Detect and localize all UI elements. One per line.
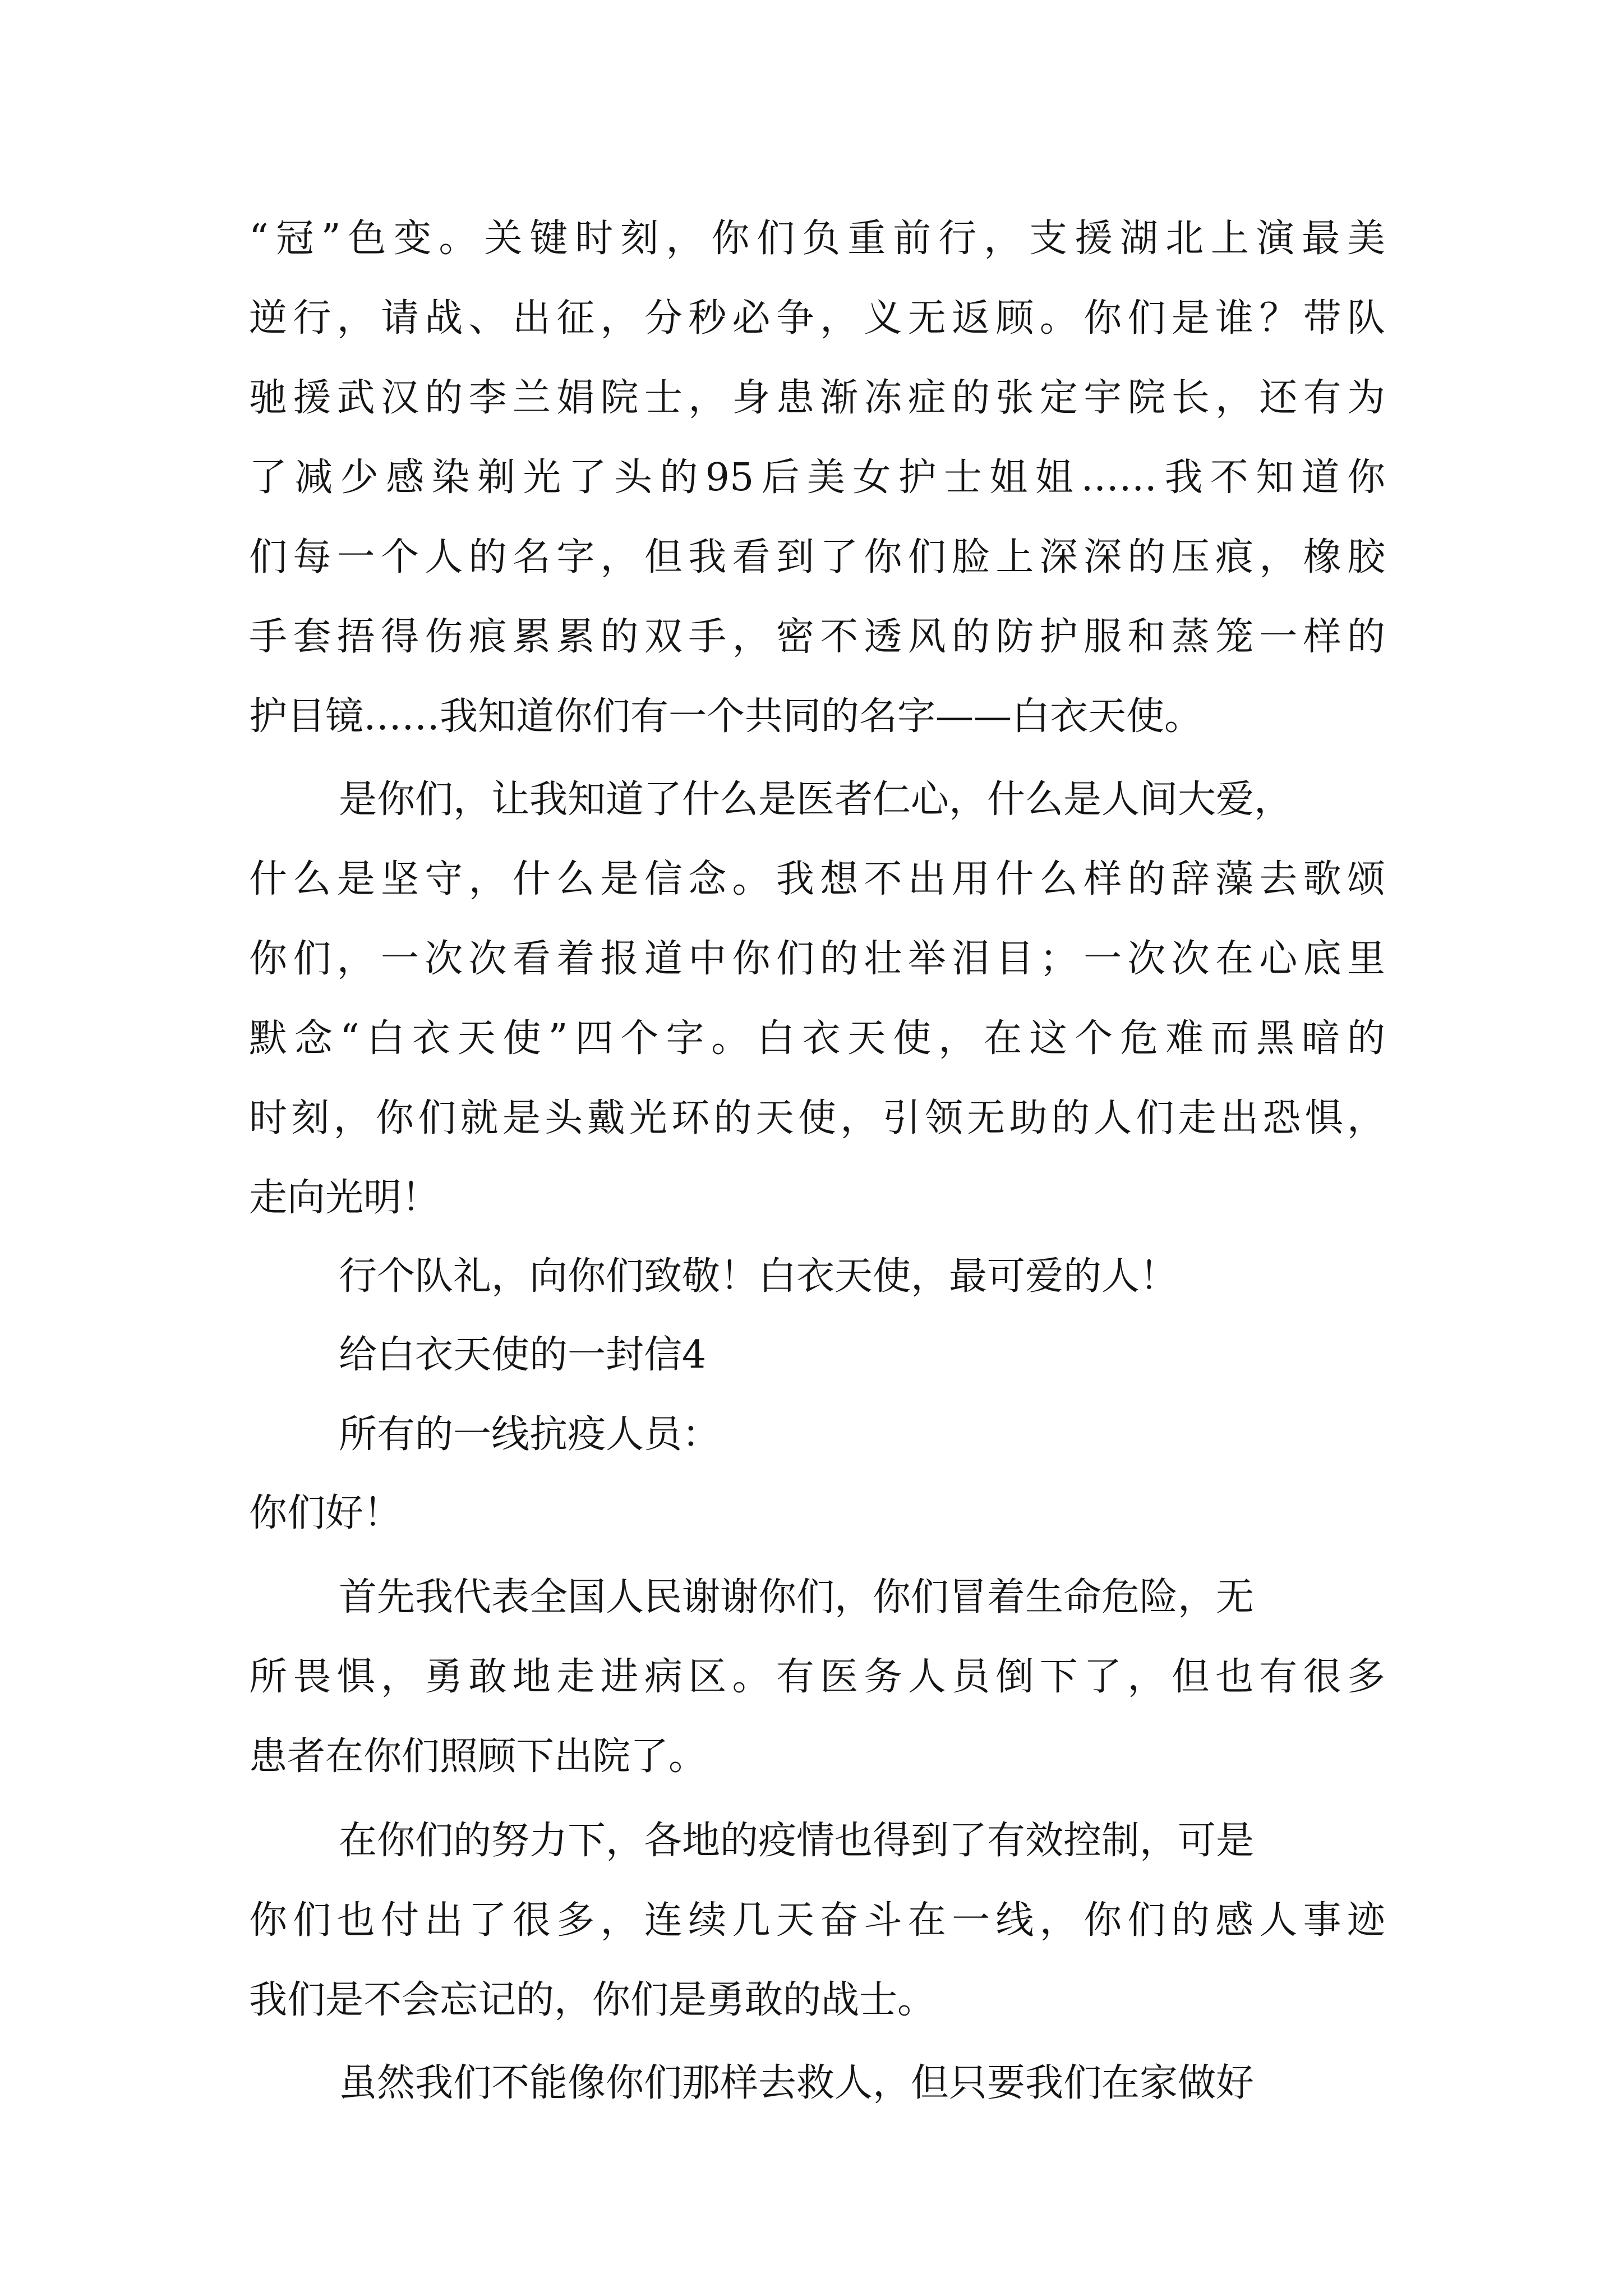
paragraph-line: 默念“白衣天使”四个字。白衣天使，在这个危难而黑暗的: [249, 1016, 1385, 1061]
paragraph-line: 你们，一次次看着报道中你们的壮举泪目；一次次在心底里: [249, 937, 1385, 981]
paragraph-line: “冠”色变。关键时刻，你们负重前行，支援湖北上演最美: [249, 217, 1385, 261]
paragraph-line: 什么是坚守，什么是信念。我想不出用什么样的辞藻去歌颂: [249, 857, 1385, 901]
paragraph-line: 行个队礼，向你们致敬！白衣天使，最可爱的人！: [339, 1254, 1178, 1299]
section-heading: 给白衣天使的一封信4: [339, 1333, 707, 1377]
paragraph-line: 患者在你们照顾下出院了。: [249, 1734, 707, 1779]
paragraph-line: 你们也付出了很多，连续几天奋斗在一线，你们的感人事迹: [249, 1898, 1385, 1943]
paragraph-line: 是你们，让我知道了什么是医者仁心，什么是人间大爱，: [339, 777, 1293, 822]
paragraph-line: 我们是不会忘记的，你们是勇敢的战士。: [249, 1978, 936, 2022]
paragraph-line: 护目镜……我知道你们有一个共同的名字——白衣天使。: [249, 694, 1203, 739]
paragraph-line: 在你们的努力下，各地的疫情也得到了有效控制，可是: [339, 1819, 1255, 1863]
paragraph-line: 走向光明！: [249, 1176, 440, 1220]
letter-salutation: 所有的一线抗疫人员：: [339, 1412, 721, 1457]
paragraph-line: 时刻，你们就是头戴光环的天使，引领无助的人们走出恐惧，: [249, 1096, 1385, 1140]
paragraph-line: 首先我代表全国人民谢谢你们，你们冒着生命危险，无: [339, 1575, 1255, 1619]
paragraph-line: 手套捂得伤痕累累的双手，密不透风的防护服和蒸笼一样的: [249, 615, 1385, 659]
paragraph-line: 所畏惧，勇敢地走进病区。有医务人员倒下了，但也有很多: [249, 1655, 1385, 1699]
paragraph-line: 逆行，请战、出征，分秒必争，义无返顾。你们是谁？带队: [249, 296, 1385, 341]
paragraph-line: 了减少感染剃光了头的95后美女护士姐姐……我不知道你: [249, 455, 1385, 500]
paragraph-line: 驰援武汉的李兰娟院士，身患渐冻症的张定宇院长，还有为: [249, 376, 1385, 420]
paragraph-line: 虽然我们不能像你们那样去救人，但只要我们在家做好: [339, 2061, 1255, 2105]
greeting-line: 你们好！: [249, 1491, 402, 1535]
paragraph-line: 们每一个人的名字，但我看到了你们脸上深深的压痕，橡胶: [249, 535, 1385, 579]
